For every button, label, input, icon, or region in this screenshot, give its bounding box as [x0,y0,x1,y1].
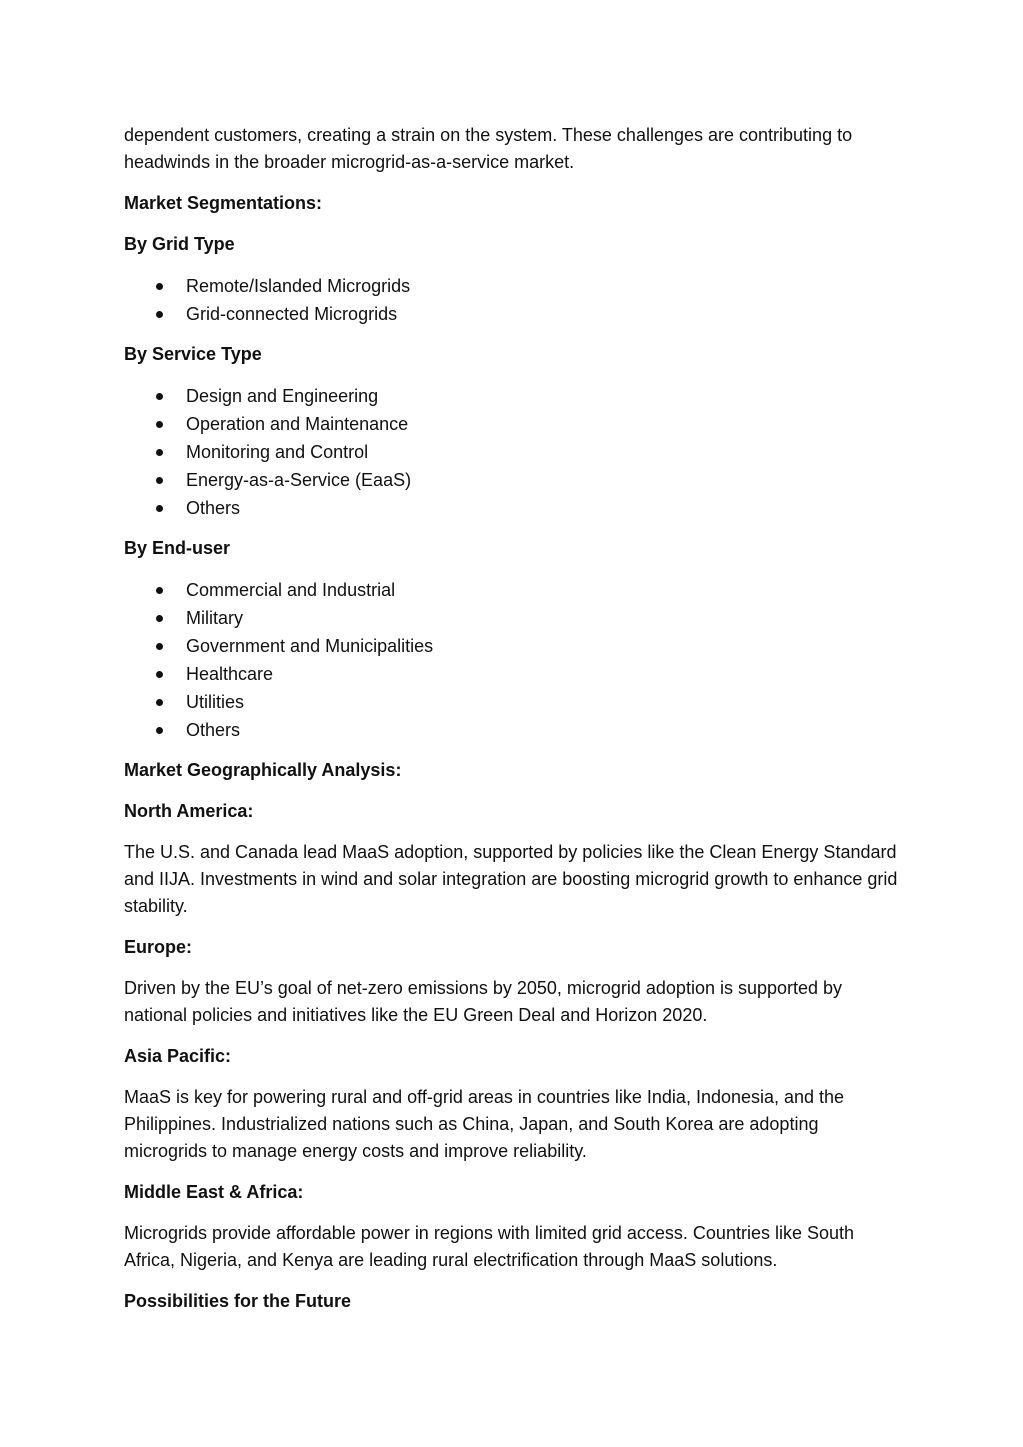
future-heading: Possibilities for the Future [124,1291,352,1311]
bullet-icon [156,477,163,484]
list-item [124,660,904,688]
list-item [124,688,904,716]
document-page [124,122,904,1329]
bullet-icon [156,643,163,650]
geo-analysis-heading: Market Geographically Analysis: [124,760,402,780]
list-item-label: Remote/Islanded Microgrids [186,276,411,296]
bullet-icon [156,311,163,318]
list-item-label: Utilities [186,692,245,712]
north-america-heading: North America: [124,801,254,821]
segmentations-heading: Market Segmentations: [124,193,323,213]
bullet-icon [156,587,163,594]
list-item [124,716,904,744]
europe-heading: Europe: [124,937,193,957]
mea-heading: Middle East & Africa: [124,1182,304,1202]
list-item [124,272,904,300]
grid-type-heading: By Grid Type [124,234,235,254]
list-item-label: Monitoring and Control [186,442,369,462]
end-user-list [124,576,904,744]
list-item [124,438,904,466]
bullet-icon [156,421,163,428]
bullet-icon [156,449,163,456]
service-type-list [124,382,904,522]
list-item-label: Military [186,608,243,628]
intro-paragraph: dependent customers, creating a strain on the system. These challenges are contributing to headwinds in the broader microgrid-as-a-service market. [124,125,853,172]
bullet-icon [156,727,163,734]
list-item [124,466,904,494]
north-america-paragraph: The U.S. and Canada lead MaaS adoption, supported by policies like the Clean Energy Standard and IIJA. Investments in wind and solar integration are boosting microgrid growth to enhance grid stability. [124,842,898,916]
grid-type-list [124,272,904,328]
list-item [124,576,904,604]
bullet-icon [156,393,163,400]
list-item [124,632,904,660]
list-item-label: Operation and Maintenance [186,414,409,434]
list-item [124,410,904,438]
list-item-label: Others [186,720,241,740]
list-item-label: Commercial and Industrial [186,580,396,600]
list-item-label: Others [186,498,241,518]
asia-pacific-heading: Asia Pacific: [124,1046,232,1066]
list-item-label: Government and Municipalities [186,636,434,656]
bullet-icon [156,671,163,678]
list-item [124,382,904,410]
europe-paragraph: Driven by the EU’s goal of net-zero emissions by 2050, microgrid adoption is supported by national policies and initiatives like the EU Green Deal and Horizon 2020. [124,978,843,1025]
bullet-icon [156,505,163,512]
list-item-label: Grid-connected Microgrids [186,304,398,324]
service-type-heading: By Service Type [124,344,262,364]
list-item-label: Energy-as-a-Service (EaaS) [186,470,412,490]
bullet-icon [156,283,163,290]
end-user-heading: By End-user [124,538,231,558]
bullet-icon [156,699,163,706]
list-item [124,494,904,522]
list-item [124,604,904,632]
mea-paragraph: Microgrids provide affordable power in regions with limited grid access. Countries like South Africa, Nigeria, and Kenya are leading rural electrification through MaaS solutions. [124,1223,855,1270]
list-item-label: Design and Engineering [186,386,379,406]
list-item [124,300,904,328]
bullet-icon [156,615,163,622]
asia-pacific-paragraph: MaaS is key for powering rural and off-grid areas in countries like India, Indonesia, and the Philippines. Industrialized nations such as China, Japan, and South Korea are adopting microgrids to manage energy costs and improve reliability. [124,1087,845,1161]
list-item-label: Healthcare [186,664,274,684]
